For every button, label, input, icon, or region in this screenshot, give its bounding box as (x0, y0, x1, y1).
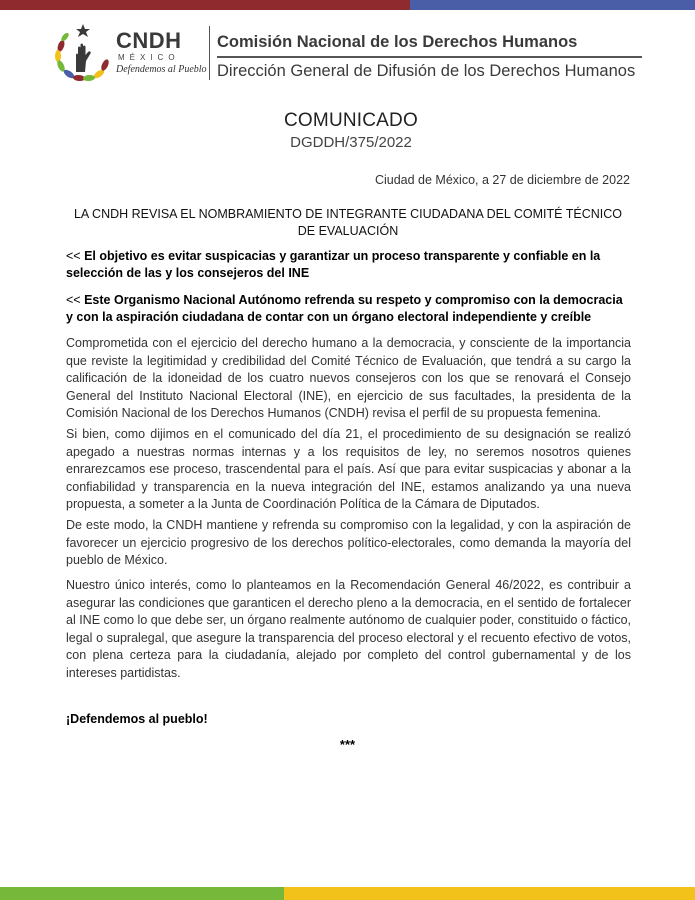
brand-motto: Defendemos al Pueblo (116, 64, 207, 75)
brand-country: MÉXICO (118, 53, 180, 62)
organization-unit: Dirección General de Difusión de los Derechos Humanos (217, 62, 636, 80)
organization-block (217, 32, 647, 81)
letterhead (52, 22, 652, 84)
document-title: COMUNICADO (284, 110, 418, 131)
end-mark: *** (339, 737, 356, 752)
bullet-text: El objetivo es evitar suspicacias y garantizar un proceso transparente y confiable en la selección de las y los consejeros del INE (66, 249, 601, 280)
body-paragraph: Comprometida con el ejercicio del derecho humano a la democracia, y consciente de la importancia que reviste la legitimidad y credibilidad del Comité Técnico de Evaluación, que tendrá a su cargo la calificación de la idoneidad de los cuatro nuevos consejeros con los que se renovará el Consejo General del Instituto Nacional Electoral (INE), en ejercicio de sus facultades, la presidenta de la Comisión Nacional de los Derechos Humanos (CNDH) revisa el perfil de su propuesta femenina. (66, 336, 631, 420)
body-paragraph: Si bien, como dijimos en el comunicado del día 21, el procedimiento de su designación se realizó apegado a nuestras normas internas y a los requisitos de ley, no seremos nosotros quienes enrarezcamos ese proceso, trascendental para el país. Así que para evitar suspicacias y abonar a la confiabilidad y transparencia en la nueva integración del INE, estamos analizando ya una nueva propuesta, a someter a la Junta de Coordinación Política de la Cámara de Diputados. (66, 427, 631, 511)
bottom-bar-yellow-segment (284, 887, 695, 900)
place-date: Ciudad de México, a 27 de diciembre de 2022 (374, 173, 630, 187)
top-color-bar (0, 0, 695, 10)
bullet-mark: << (66, 293, 81, 307)
summary-bullet (66, 292, 631, 326)
cndh-raised-hand-emblem-icon (52, 22, 112, 84)
bullet-mark: << (66, 249, 81, 263)
organization-rule (217, 56, 642, 58)
top-bar-blue-segment (410, 0, 695, 10)
bullet-text: Este Organismo Nacional Autónomo refrenda su respeto y compromiso con la democracia y con la aspiración ciudadana de contar con un órgano electoral independiente y creíble (66, 293, 623, 324)
body-paragraph: Nuestro único interés, como lo planteamos en la Recomendación General 46/2022, es contribuir a asegurar las condiciones que garanticen el derecho pleno a la democracia, en el sentido de fortalecer al INE como lo que debe ser, un órgano realmente autónomo de cualquier poder, constituido o fáctico, legal o supralegal, que asegure la transparencia del proceso electoral y el recuento efectivo de votos, con plena certeza para la ciudadanía, alejado por completo del control gubernamental y de los intereses partidistas. (66, 578, 631, 680)
bottom-color-bar (0, 887, 695, 900)
press-headline: LA CNDH REVISA EL NOMBRAMIENTO DE INTEGRANTE CIUDADANA DEL COMITÉ TÉCNICO DE EVALUACIÓN (73, 207, 622, 238)
closing-motto: ¡Defendemos al pueblo! (66, 712, 208, 726)
brand-name: CNDH (116, 28, 182, 53)
header-divider (209, 26, 210, 80)
organization-name: Comisión Nacional de los Derechos Humanos (217, 33, 578, 51)
document-code: DGDDH/375/2022 (290, 134, 412, 151)
body-paragraph: De este modo, la CNDH mantiene y refrenda su compromiso con la legalidad, y con la aspiración de favorecer un ejercicio progresivo de los derechos político-electorales, como demanda la mayoría del pueblo de México. (66, 518, 631, 567)
top-bar-maroon-segment (0, 0, 410, 10)
summary-bullet (66, 248, 631, 282)
document-title-block (0, 110, 695, 151)
bottom-bar-green-segment (0, 887, 284, 900)
